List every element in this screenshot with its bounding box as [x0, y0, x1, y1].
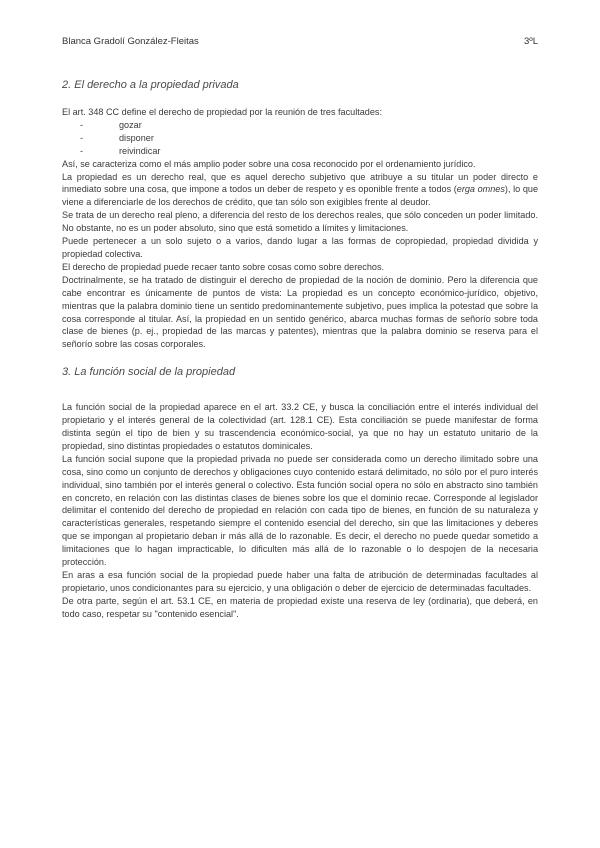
paragraph: Puede pertenecer a un solo sujeto o a varios, dando lugar a las formas de copropiedad, propiedad dividida y propiedad colectiva. [62, 236, 538, 259]
list-item: - reivindicar [80, 145, 161, 156]
document-body [62, 78, 538, 621]
paragraph: La función social de la propiedad aparece en el art. 33.2 CE, y busca la conciliación entre el interés individual del propietario y el interés general de la colectividad (art. 128.1 CE). Esta conciliación se puede manifestar de forma distinta según el tipo de bien y su trascendencia económico-social, ya que no hay un estatuto unitario de la propiedad, sino distintas propiedades o estatutos dominicales. [62, 402, 538, 451]
faculties-list [62, 119, 538, 158]
section-3-title: 3. La función social de la propiedad [62, 366, 236, 379]
section-2-title: 2. El derecho a la propiedad privada [62, 79, 239, 91]
paragraph: En aras a esa función social de la propiedad puede haber una falta de atribución de determinadas facultades al propietario, unos condicionantes para su ejercicio, y una obligación o deber de ejercicio de determinadas facultades. [62, 570, 538, 593]
paragraph: Así, se caracteriza como el más amplio poder sobre una cosa reconocido por el ordenamiento jurídico. [62, 158, 476, 169]
list-item: - disponer [80, 132, 154, 143]
paragraph: La propiedad es un derecho real, que es aquel derecho subjetivo que atribuye a su titular un poder directo e inmediato sobre una cosa, que impone a todos un deber de respeto y es oponible frente a todos (erga omnes), lo que viene a diferenciarle de los derechos de crédito, que tan sólo son exigibles frente al deudor. [62, 171, 538, 208]
paragraph: El derecho de propiedad puede recaer tanto sobre cosas como sobre derechos. [62, 261, 385, 272]
paragraph: Doctrinalmente, se ha tratado de distinguir el derecho de propiedad de la noción de dominio. Pero la diferencia que cabe encontrar es únicamente de puntos de vista: La propiedad es un concepto económico-jurídico, objetivo, mientras que la palabra dominio tiene un sentido predominantemente subjetivo, pues implica la potestad que sobre la cosa corresponde al titular. Así, la propiedad en un sentido genérico, abarca muchas formas de señorío sobre toda clase de bienes (p. ej., propiedad de las marcas y patentes), mientras que la palabra dominio se reserva para el señorío sobre las cosas corporales. [62, 274, 538, 350]
paragraph: Se trata de un derecho real pleno, a diferencia del resto de los derechos reales, que sólo conceden un poder limitado. No obstante, no es un poder absoluto, sino que está sometido a límites y limitaciones. [62, 210, 538, 234]
latin-term: erga omnes [456, 184, 505, 195]
page-header [62, 36, 538, 47]
paragraph: La función social supone que la propiedad privada no puede ser considerada como un derecho ilimitado sobre una cosa, sino como un conjunto de derechos y obligaciones cuyo contenido estará delimitado, no sólo por el puro interés individual, sino también por el interés general o colectivo. Esta función social opera no sólo en abstracto sino también en concreto, en relación con las distintas clases de bienes sobre los que el dominio recae. Corresponde al legislador delimitar el contenido del derecho de propiedad en relación con cada tipo de bienes, en función de su naturaleza y características generales, respetando siempre el contenido esencial del derecho, sin que las limitaciones y deberes que se impongan al propietario deban ir más allá de lo razonable. Es decir, el derecho no puede quedar sometido a limitaciones que lo hagan impracticable, lo dificulten más allá de lo razonable o lo despojen de la necesaria protección. [62, 453, 538, 568]
author-name: Blanca Gradolí González-Fleitas [62, 36, 199, 47]
paragraph: De otra parte, según el art. 53.1 CE, en materia de propiedad existe una reserva de ley (ordinaria), que deberá, en todo caso, respetar su "contenido esencial". [62, 595, 538, 619]
list-item: - gozar [80, 119, 142, 130]
section-2-intro: El art. 348 CC define el derecho de propiedad por la reunión de tres facultades: [62, 107, 382, 117]
course-label: 3ºL [523, 36, 538, 47]
